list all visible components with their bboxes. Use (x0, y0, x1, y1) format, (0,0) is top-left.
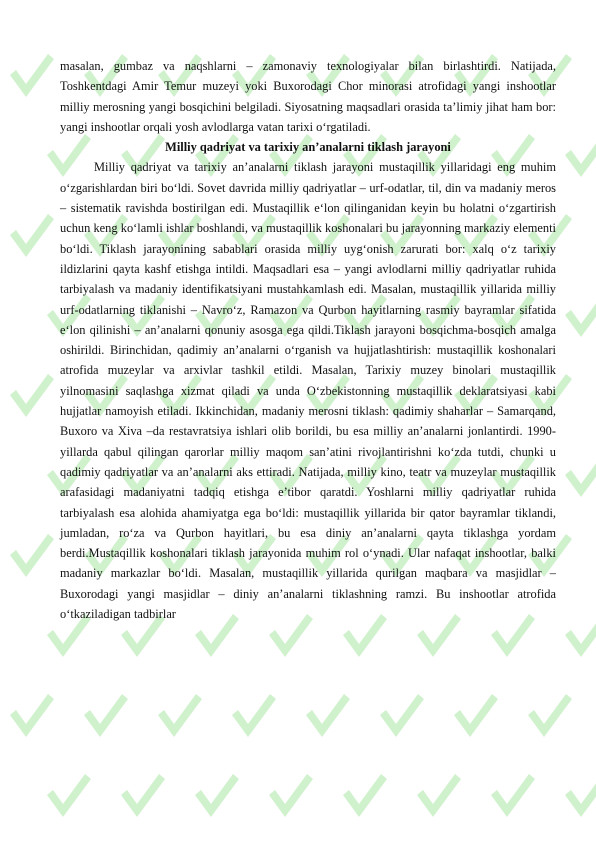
green-checkmark-icon (565, 454, 596, 497)
document-body (60, 56, 556, 624)
green-checkmark-icon (121, 774, 165, 817)
green-checkmark-icon (10, 214, 54, 257)
green-checkmark-icon (10, 534, 54, 577)
green-checkmark-icon (565, 614, 596, 657)
paragraph-top: masalan, gumbaz va naqshlarni – zamonaviy texnologiyalar bilan birlashtirdi. Natijada, Toshkentdagi Amir Temur muzeyi yoki Buxorodagi Chor minorasi atrofidagi yangi inshootlar milliy merosning yangi bosqichini belgiladi. Siyosatning maqsadlari orasida ta’limiy jihat ham bor: yangi inshootlar orqali yosh avlodlarga vatan tarixi o‘rgatiladi. (60, 59, 556, 134)
green-checkmark-icon (306, 694, 350, 737)
green-checkmark-icon (454, 694, 498, 737)
green-checkmark-icon (10, 694, 54, 737)
green-checkmark-icon (491, 774, 535, 817)
green-checkmark-icon (269, 774, 313, 817)
green-checkmark-icon (565, 294, 596, 337)
green-checkmark-icon (232, 694, 276, 737)
paragraph-main: Milliy qadriyat va tarixiy an’analarni tiklash jarayoni mustaqillik yillaridagi eng muhim o‘zgarishlardan biri bo‘ldi. Sovet davrida milliy qadriyatlar – urf-odatlar, til, din va madaniy meros – sistematik ravishda bostirilgan edi. Mustaqillik e‘lon qilinganidan keyin bu holatni o‘zgartirish uchun keng ko‘lamli ishlar boshlandi, va mustaqillik koshonalari bu jarayonning markaziy elementi bo‘ldi. Tiklash jarayonining sabablari orasida milliy uyg‘onish zarurati bor: xalq o‘z tarixiy ildizlarini qayta kashf etishga intildi. Maqsadlari esa – yangi avlodlarni milliy qadriyatlar ruhida tarbiyalash va madaniy identifikatsiyani mustahkamlash edi. Masalan, mustaqillik yillarida milliy urf-odatlarning tiklanishi – Navro‘z, Ramazon va Qurbon hayitlarning rasmiy bayramlar sifatida e‘lon qilinishi – an’analarni qonuniy asosga ega qildi.Tiklash jarayoni bosqichma-bosqich amalga oshirildi. Birinchidan, qadimiy an’analarni o‘rganish va hujjatlashtirish: mustaqillik koshonalari atrofida muzeylar va arxivlar tashkil etildi. Masalan, Tarixiy muzey binolari mustaqillik yilnomasini saqlashga xizmat qiladi va unda O‘zbekistonning mustaqillik deklaratsiyasi kabi hujjatlar namoyish etiladi. Ikkinchidan, madaniy merosni tiklash: qadimiy shaharlar – Samarqand, Buxoro va Xiva –da restavratsiya ishlari olib borildi, bu esa milliy an’analarni jonlantirdi. 1990-yillarda qabul qilingan qarorlar milliy maqom san’atini rivojlantirishni ko‘zda tutdi, chunki u qadimiy qadriyatlar va an’analarni aks ettiradi. Natijada, milliy kino, teatr va muzeylar mustaqillik arafasidagi madaniyatni tadqiq etishga e’tibor qaratdi. Yoshlarni milliy qadriyatlar ruhida tarbiyalash esa alohida ahamiyatga ega bo‘ldi: mustaqillik yillarida bir qator bayramlar tiklandi, jumladan, ro‘za va Qurbon hayitlari, bu esa diniy an’analarni qayta tiklashga yordam berdi.Mustaqillik koshonalari tiklash jarayonida muhim rol o‘ynadi. Ular nafaqat inshootlar, balki madaniy markazlar bo‘ldi. Masalan, mustaqillik yillarida qurilgan maqbara va masjidlar – Buxorodagi yangi masjidlar – diniy an’analarni tiklashning ramzi. Bu inshootlar atrofida o‘tkaziladigan tadbirlar (60, 160, 556, 622)
green-checkmark-icon (343, 774, 387, 817)
green-checkmark-icon (10, 54, 54, 97)
green-checkmark-icon (47, 774, 91, 817)
green-checkmark-icon (10, 374, 54, 417)
green-checkmark-icon (565, 134, 596, 177)
section-heading: Milliy qadriyat va tarixiy an’analarni tiklash jarayoni (165, 140, 451, 155)
green-checkmark-icon (195, 774, 239, 817)
green-checkmark-icon (380, 694, 424, 737)
green-checkmark-icon (528, 694, 572, 737)
green-checkmark-icon (84, 694, 128, 737)
green-checkmark-icon (158, 694, 202, 737)
green-checkmark-icon (417, 774, 461, 817)
green-checkmark-icon (565, 774, 596, 817)
